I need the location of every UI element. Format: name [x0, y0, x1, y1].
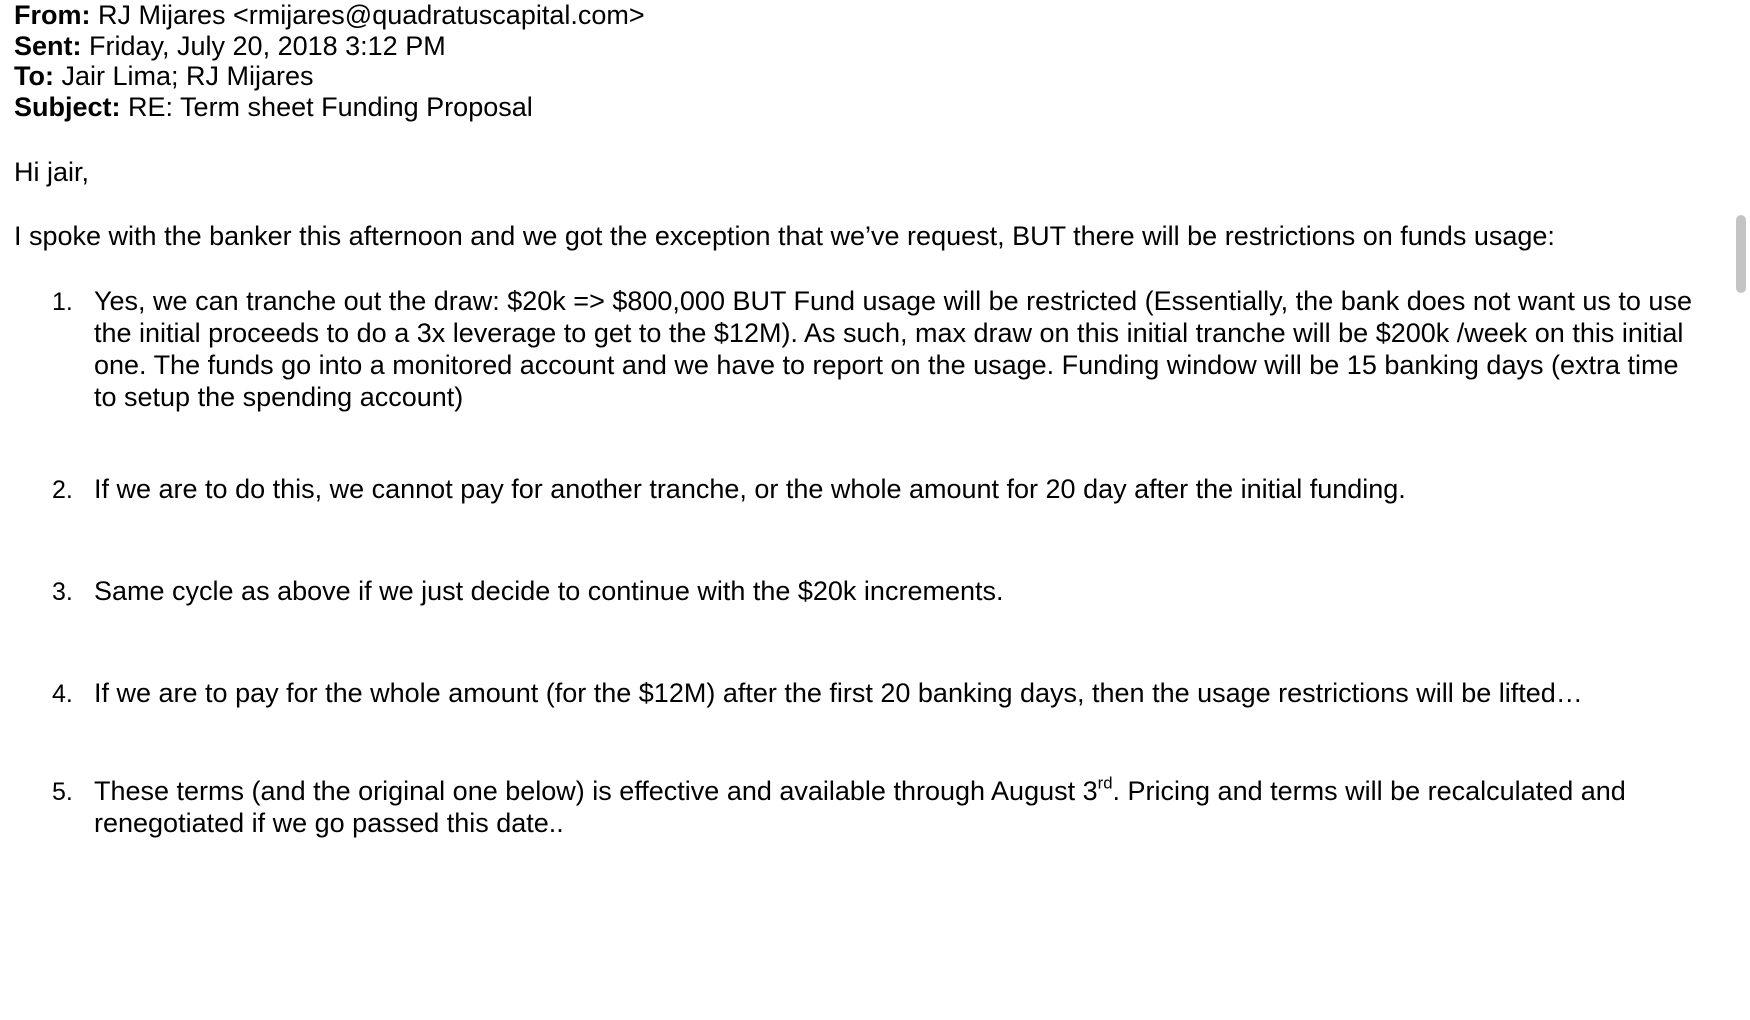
subject-label: Subject:: [14, 91, 121, 122]
ordinal-superscript: rd: [1097, 773, 1113, 793]
list-item: [14, 575, 1694, 607]
greeting: Hi jair,: [14, 157, 90, 187]
to-label: To:: [14, 61, 54, 91]
subject-line: [14, 92, 1704, 123]
list-item-text: If we are to do this, we cannot pay for another tranche, or the whole amount for 20 day after the initial funding.: [94, 474, 1406, 504]
sent-label: Sent:: [14, 30, 82, 61]
to-value: Jair Lima; RJ Mijares: [61, 61, 314, 91]
from-value: RJ Mijares <rmijares@quadratuscapital.com>: [98, 0, 645, 30]
scrollbar-thumb[interactable]: [1736, 215, 1746, 293]
list-item-number: 5.: [52, 778, 73, 806]
list-item-number: 3.: [52, 578, 73, 606]
vertical-scrollbar[interactable]: [1732, 215, 1750, 293]
email-message: [14, 0, 1704, 839]
terms-list: [14, 285, 1704, 839]
list-item: [14, 775, 1694, 839]
sent-line: [14, 31, 1704, 62]
list-item: [14, 473, 1694, 505]
list-item-text: Same cycle as above if we just decide to continue with the $20k increments.: [94, 576, 1004, 606]
list-item-text: If we are to pay for the whole amount (for the $12M) after the first 20 banking days, then the usage restrictions will be lifted…: [94, 678, 1583, 708]
list-item-number: 2.: [52, 476, 73, 504]
intro-paragraph: I spoke with the banker this afternoon and we got the exception that we’ve request, BUT there will be restrictions on funds usage:: [14, 221, 1555, 251]
subject-value: RE: Term sheet Funding Proposal: [128, 91, 533, 122]
list-item: [14, 677, 1694, 709]
to-line: [14, 61, 1704, 92]
from-label: From:: [14, 0, 91, 30]
list-item-number: 1.: [52, 288, 73, 316]
list-item-number: 4.: [52, 680, 73, 708]
sent-value: Friday, July 20, 2018 3:12 PM: [89, 30, 446, 61]
list-item-text: Yes, we can tranche out the draw: $20k => $800,000 BUT Fund usage will be restricted (Essentially, the bank does not want us to use the initial proceeds to do a 3x leverage to get to the $12M). As such, max draw on this initial tranche will be $200k /week on this initial one. The funds go into a monitored account and we have to report on the usage. Funding window will be 15 banking days (extra time to setup the spending account): [94, 286, 1692, 412]
list-item-text-after: . Pricing and terms will be recalculated and renegotiated if we go passed this date..: [94, 776, 1626, 838]
list-item: [14, 285, 1694, 413]
from-line: [14, 0, 1704, 31]
list-item-text-before: These terms (and the original one below) is effective and available through August 3: [94, 776, 1098, 806]
email-headers: [14, 0, 1704, 122]
